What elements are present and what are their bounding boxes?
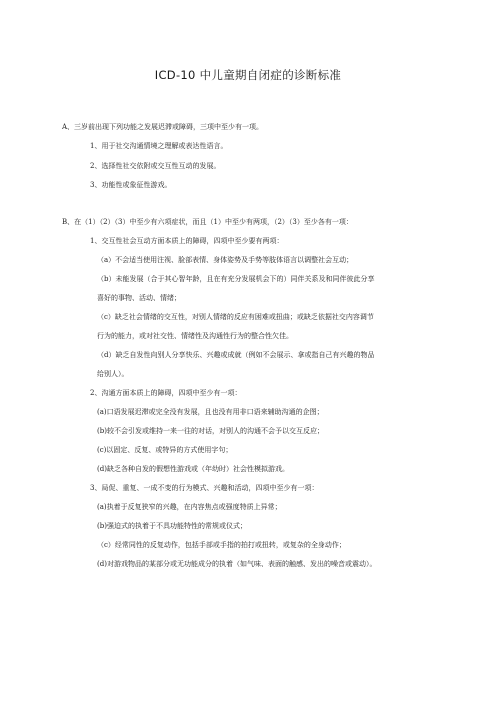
section-2-item-c: (c)以固定、反复、或特异的方式使用字句； [97, 446, 233, 454]
criterion-a-heading: A、三岁前出现下列功能之发展迟滞或障碍，三项中至少有一项。 [62, 123, 264, 131]
criterion-a-item-3: 3、功能性或象征性游戏。 [90, 181, 172, 189]
section-1-item-c: （c）缺乏社会情绪的交互性，对别人情绪的反应有困难或扭曲；或缺乏依据社交内容调节 [97, 313, 374, 321]
section-2-item-b: (b)较不会引发或维持一来一往的对话，对别人的沟通不会予以交互反应； [97, 427, 324, 435]
section-2-item-a: (a)口语发展迟滞或完全没有发展，且也没有用非口语来辅助沟通的企图； [97, 408, 324, 416]
document-title: ICD-10 中儿童期自闭症的诊断标准 [154, 68, 342, 82]
section-1-item-b-cont: 喜好的事物、活动、情绪； [97, 294, 181, 302]
section-3-item-a: (a)执着于反复狭窄的兴趣，在内容焦点或强度特质上异常； [97, 503, 282, 511]
criterion-b-section-3: 3、局促、重复、一成不变的行为模式、兴趣和活动，四项中至少有一项： [90, 484, 319, 492]
section-1-item-d-cont: 给别人）。 [97, 370, 129, 378]
criterion-a-item-1: 1、用于社交沟通情境之理解或表达性语言。 [90, 142, 228, 150]
criterion-b-section-2: 2、沟通方面本质上的障碍，四项中至少有一项： [90, 389, 242, 397]
section-1-item-c-cont: 行为的能力，或对社交性、情绪性及沟通性行为的整合性欠佳。 [97, 332, 293, 340]
section-3-item-c: （c）经常同性的反复动作，包括手部或手指的拍打或扭转，或复杂的全身动作； [97, 541, 346, 549]
criterion-b-section-1: 1、交互性社会互动方面本质上的障碍，四项中至少要有两项： [90, 237, 284, 245]
section-1-item-b: （b）未能发展（合于其心智年龄，且在有充分发展机会下的）同伴关系及和同伴彼此分享 [97, 275, 375, 283]
criterion-a-item-2: 2、选择性社交依附或交互性互动的发展。 [90, 162, 221, 170]
section-3-item-d: (d)对游戏物品的某部分或无功能成分的执着（如气味、表面的触感、发出的噪音或震动）。 [97, 560, 377, 568]
section-1-item-d: （d）缺乏自发性向别人分享快乐、兴趣或成就（例如不会展示、拿或指自己有兴趣的物品 [97, 351, 375, 359]
section-1-item-a: （a）不会适当使用注视、脸部表情、身体姿势及手势等肢体语言以调整社会互动； [97, 256, 354, 264]
section-3-item-b: (b)强迫式的执着于不具功能特性的常规或仪式； [97, 522, 247, 530]
section-2-item-d: (d)缺乏各种自发的假想性游戏或（年幼时）社会性模拟游戏。 [97, 465, 289, 473]
criterion-b-heading: B、在（1）（2）（3）中至少有六项症状，而且（1）中至少有两项，（2）（3）至少各有一项： [62, 218, 353, 226]
